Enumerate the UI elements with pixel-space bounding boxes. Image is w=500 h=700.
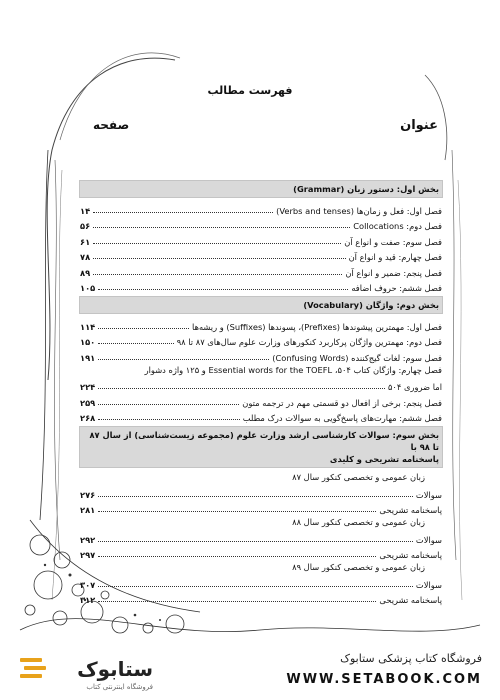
- toc-entry[interactable]: [79, 545, 443, 561]
- leader-dots: [98, 496, 413, 497]
- leader-dots: [98, 343, 174, 344]
- entry-label: سوالات: [415, 534, 442, 545]
- entry-label: سوالات: [415, 579, 442, 590]
- exam-group-heading: زبان عمومی و تخصصی کنکور سال ۸۷: [292, 472, 425, 482]
- toc-entry[interactable]: [79, 408, 443, 424]
- leader-dots: [98, 328, 189, 329]
- toc-entry[interactable]: [79, 231, 443, 247]
- column-page-heading: صفحه: [93, 118, 130, 132]
- entry-label: فصل پنجم: برخی از افعال دو قسمتی مهم در ترجمه متون: [242, 397, 442, 408]
- toc-entry[interactable]: [79, 500, 443, 516]
- entry-label: فصل اول: مهمترین پیشوندها (Prefixes)، پسوندها (Suffixes) و ریشه‌ها: [192, 321, 442, 332]
- entry-label: فصل دوم: مهمترین واژگان پرکاربرد کنکورهای وزارت علوم سال‌های ۸۷ تا ۹۸: [176, 337, 442, 347]
- leader-dots: [98, 388, 385, 389]
- entry-page: ۱۱۴: [80, 321, 96, 332]
- section-heading: بخش دوم: واژگان (Vocabulary): [79, 296, 443, 314]
- entry-label: فصل ششم: حروف اضافه: [351, 283, 442, 293]
- leader-dots: [98, 359, 269, 360]
- entry-page: ۲۵۹: [80, 397, 96, 408]
- leader-dots: [98, 541, 413, 542]
- exam-group-heading: زبان عمومی و تخصصی کنکور سال ۸۹: [292, 562, 425, 572]
- entry-label: فصل اول: فعل و زمان‌ها (Verbs and tenses): [276, 205, 442, 216]
- store-name: فروشگاه کتاب پزشکی ستابوک: [340, 652, 482, 665]
- toc-entry[interactable]: [79, 574, 443, 590]
- entry-page: ۲۶۸: [80, 413, 96, 423]
- leader-dots: [98, 586, 413, 587]
- logo-text: ستابوک: [77, 657, 153, 681]
- toc-entry[interactable]: [79, 278, 443, 294]
- leader-dots: [98, 511, 376, 512]
- entry-label: فصل سوم: صفت و انواع آن: [344, 236, 442, 247]
- entry-label: اما ضروری ۵۰۴: [387, 382, 442, 392]
- store-footer: [0, 640, 500, 700]
- entry-label: پاسخنامه تشریحی: [379, 550, 442, 560]
- entry-page: ۷۸: [80, 252, 91, 262]
- toc-entry[interactable]: [79, 216, 443, 232]
- leader-dots: [93, 243, 341, 244]
- entry-page: ۲۹۲: [80, 534, 96, 545]
- entry-label: فصل ششم: مهارت‌های پاسخ‌گویی به سوالات درک مطلب: [242, 413, 442, 423]
- toc-entry[interactable]: [79, 200, 443, 216]
- section-heading-line: پاسخنامه تشریحی و کلیدی: [329, 454, 439, 464]
- exam-group-heading: زبان عمومی و تخصصی کنکور سال ۸۸: [292, 517, 425, 527]
- entry-label: سوالات: [415, 489, 442, 500]
- leader-dots: [98, 419, 239, 420]
- toc-entry[interactable]: [79, 316, 443, 332]
- entry-page: ۲۹۷: [80, 550, 96, 560]
- section-heading-line: بخش سوم: سوالات کارشناسی ارشد وزارت علوم (مجموعه زیست‌شناسی) از سال ۸۷ تا ۹۸ با: [89, 430, 439, 452]
- entry-page: ۱۵۰: [80, 337, 96, 347]
- entry-page: ۲۸۱: [80, 505, 96, 515]
- section-heading: [79, 426, 443, 468]
- table-of-contents: [79, 177, 443, 605]
- toc-entry[interactable]: [79, 484, 443, 500]
- toc-entry[interactable]: [79, 590, 443, 606]
- leader-dots: [93, 258, 345, 259]
- setabook-logo[interactable]: [18, 652, 158, 692]
- leader-dots: [93, 227, 350, 228]
- toc-entry[interactable]: [79, 332, 443, 348]
- entry-page: ۵۶: [80, 221, 91, 231]
- leader-dots: [98, 556, 376, 557]
- entry-label: پاسخنامه تشریحی: [379, 505, 442, 515]
- entry-label: پاسخنامه تشریحی: [379, 595, 442, 605]
- entry-page: ۳۰۷: [80, 579, 96, 590]
- entry-page: ۳۱۲: [80, 595, 96, 605]
- entry-label-line[interactable]: فصل چهارم: واژگان کتاب ۵۰۴، Essential words for the TOEFL و ۱۲۵ واژه دشوار: [144, 364, 442, 375]
- page-title: فهرست مطالب: [207, 84, 293, 97]
- leader-dots: [98, 601, 376, 602]
- entry-label: فصل پنجم: ضمیر و انواع آن: [345, 267, 442, 278]
- entry-page: ۱۴: [80, 205, 91, 216]
- entry-page: ۱۹۱: [80, 352, 96, 363]
- toc-entry[interactable]: [79, 392, 443, 408]
- leader-dots: [93, 274, 342, 275]
- toc-entry[interactable]: [79, 262, 443, 278]
- toc-entry[interactable]: [79, 529, 443, 545]
- toc-entry[interactable]: [79, 347, 443, 363]
- entry-label: فصل دوم: Collocations: [353, 221, 442, 231]
- leader-dots: [93, 212, 273, 213]
- entry-page: ۸۹: [80, 267, 91, 278]
- entry-label: فصل چهارم: قید و انواع آن: [348, 252, 442, 262]
- entry-page: ۲۷۶: [80, 489, 96, 500]
- entry-page: ۲۲۴: [80, 382, 96, 392]
- leader-dots: [98, 404, 239, 405]
- toc-entry[interactable]: [79, 247, 443, 263]
- logo-subtext: فروشگاه اینترنتی کتاب: [86, 683, 153, 691]
- leader-dots: [98, 289, 348, 290]
- toc-entry[interactable]: [79, 377, 443, 393]
- entry-page: ۱۰۵: [80, 283, 96, 293]
- entry-label: فصل سوم: لغات گیج‌کننده (Confusing Words): [272, 352, 442, 363]
- store-website-link[interactable]: WWW.SETABOOK.COM: [286, 672, 482, 687]
- entry-page: ۶۱: [80, 236, 91, 247]
- section-heading: بخش اول: دستور زبان (Grammar): [79, 180, 443, 198]
- column-title-heading: عنوان: [400, 118, 438, 133]
